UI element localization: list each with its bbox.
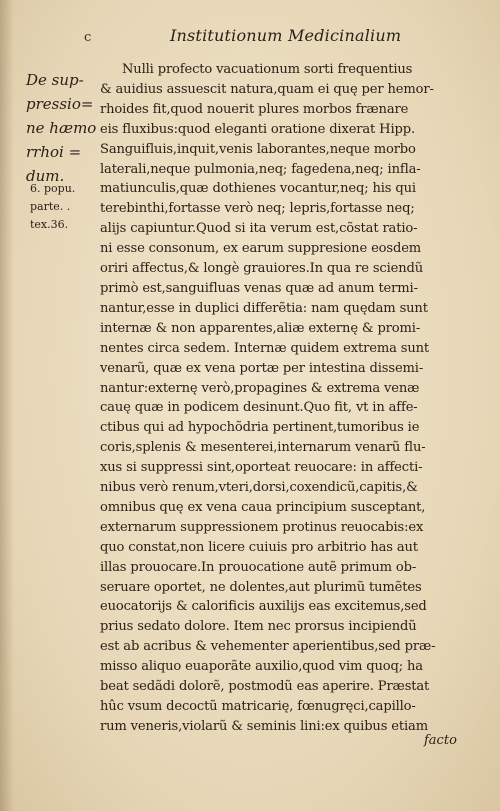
text-line: euocatorijs & calorificis auxilijs eas excitemus,sed bbox=[100, 599, 427, 615]
text-line: venarũ, quæ ex vena portæ per intestina dissemi- bbox=[100, 360, 424, 376]
margin-reference-line: 6. popu. bbox=[30, 182, 76, 195]
text-line: beat sedãdi dolorẽ, postmodũ eas aperire. Præstat bbox=[100, 679, 430, 695]
body-text bbox=[100, 60, 468, 737]
text-line: est ab acribus & vehementer aperientibus,sed præ- bbox=[100, 639, 436, 655]
text-line: & auidius assuescit natura,quam ei quę per hemor- bbox=[100, 81, 434, 97]
text-line: ni esse consonum, ex earum suppresione eosdem bbox=[100, 241, 422, 257]
margin-note-line: De sup- bbox=[26, 71, 84, 89]
text-line: misso aliquo euaporãte auxilio,quod vim quoq; ha bbox=[100, 659, 423, 675]
margin-note bbox=[26, 68, 96, 188]
text-line: terebinthi,fortasse verò neq; lepris,fortasse neq; bbox=[100, 201, 415, 217]
folio-mark: c bbox=[84, 30, 92, 45]
margin-reference-line: parte. . bbox=[30, 200, 71, 213]
margin-note-line: rrhoi = bbox=[26, 143, 82, 161]
text-line: internæ & non apparentes,aliæ externę & promi- bbox=[100, 320, 421, 336]
text-line: cauę quæ in podicem desinunt.Quo fit, vt in affe- bbox=[100, 400, 418, 416]
text-line: illas prouocare.In prouocatione autẽ primum ob- bbox=[100, 559, 417, 575]
text-line: Sanguifluis,inquit,venis laborantes,neque morbo bbox=[100, 141, 416, 157]
text-line: omnibus quę ex vena caua principium susceptant, bbox=[100, 499, 426, 515]
text-line: ctibus qui ad hypochõdria pertinent,tumoribus ie bbox=[100, 420, 420, 436]
text-line: primò est,sanguifluas venas quæ ad anum termi- bbox=[100, 280, 418, 296]
margin-note-line: pressio= bbox=[26, 95, 94, 113]
text-line: rum veneris,violarũ & seminis lini:ex quibus etiam bbox=[100, 718, 428, 734]
text-line: nantur:externę verò,propagines & extrema venæ bbox=[100, 380, 420, 396]
text-line: alijs capiuntur.Quod si ita verum est,cõstat ratio- bbox=[100, 221, 418, 237]
text-line: laterali,neque pulmonia,neq; fagedena,neq; infla- bbox=[100, 161, 421, 177]
text-line: coris,splenis & mesenterei,internarum venarũ flu- bbox=[100, 440, 426, 456]
margin-reference bbox=[30, 180, 96, 234]
catchword: facto bbox=[424, 733, 457, 748]
text-line: hûc vsum decoctũ matricarię, fœnugręci,capillo- bbox=[100, 699, 416, 714]
running-head: Institutionum Medicinalium bbox=[170, 26, 402, 45]
text-line: oriri affectus,& longè grauiores.In qua re sciendũ bbox=[100, 261, 424, 277]
text-line: matiunculis,quæ dothienes vocantur,neq; his qui bbox=[100, 181, 416, 197]
text-line: Nulli profecto vacuationum sorti frequentius bbox=[122, 62, 413, 77]
text-line: rhoides fit,quod nouerit plures morbos frænare bbox=[100, 101, 409, 117]
margin-reference-line: tex.36. bbox=[30, 218, 69, 231]
text-line: nantur,esse in duplici differẽtia: nam quędam sunt bbox=[100, 300, 428, 316]
text-line: nentes circa sedem. Internæ quidem extrema sunt bbox=[100, 340, 430, 356]
text-line: xus si suppressi sint,oporteat reuocare: in affecti- bbox=[100, 460, 423, 476]
text-line: prius sedato dolore. Item nec prorsus incipiendũ bbox=[100, 619, 417, 635]
text-line: quo constat,non licere cuiuis pro arbitrio has aut bbox=[100, 539, 418, 555]
text-line: eis fluxibus:quod eleganti oratione dixerat Hipp. bbox=[100, 121, 415, 137]
text-line: externarum suppressionem protinus reuocabis:ex bbox=[100, 519, 424, 535]
margin-note-line: dum. bbox=[26, 167, 65, 185]
text-line: nibus verò renum,vteri,dorsi,coxendicũ,capitis,& bbox=[100, 480, 418, 496]
margin-note-line: ne hæmo bbox=[26, 119, 97, 137]
text-line: seruare oportet, ne dolentes,aut plurimũ tumẽtes bbox=[100, 579, 422, 595]
